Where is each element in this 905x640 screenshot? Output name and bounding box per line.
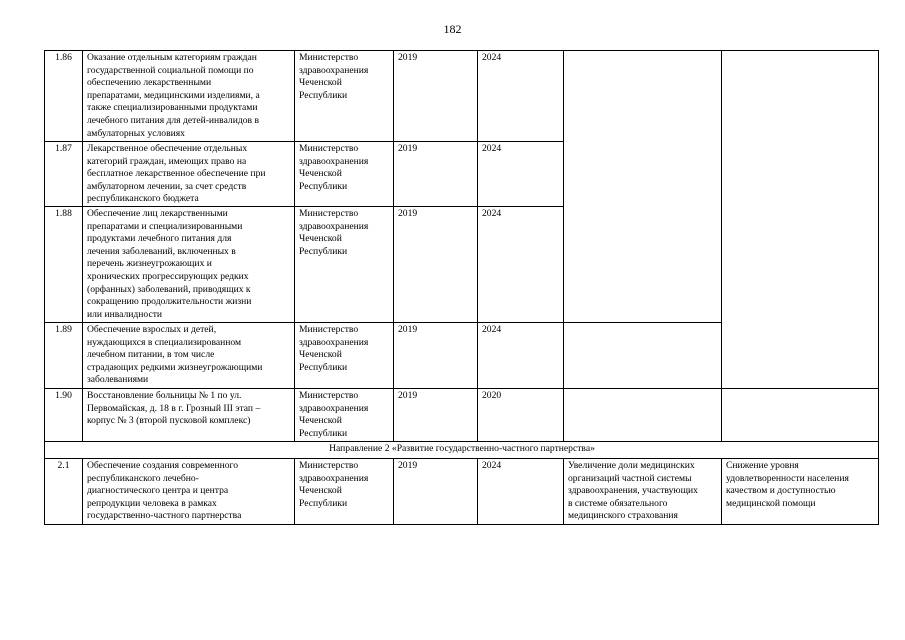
end-year: 2024	[478, 142, 564, 207]
executor-cell: Министерство здравоохранения Чеченской Республики	[295, 142, 394, 207]
end-year: 2024	[478, 51, 564, 142]
start-year: 2019	[394, 323, 478, 389]
start-year: 2019	[394, 142, 478, 207]
executor-cell: Министерство здравоохранения Чеченской Республики	[295, 207, 394, 323]
table-row	[45, 51, 879, 142]
row-number: 1.88	[45, 207, 83, 323]
measure-text: Обеспечение создания современного республиканского лечебно- диагностического центра и центра репродукции человека в рамках государственно-частного партнерства	[83, 459, 295, 525]
measure-text: Обеспечение взрослых и детей, нуждающихся в специализированном лечебном питании, в том числе страдающих редкими жизнеугрожающими заболеваниями	[83, 323, 295, 389]
end-year: 2020	[478, 389, 564, 442]
measure-text: Восстановление больницы № 1 по ул. Первомайская, д. 18 в г. Грозный III этап – корпус № 3 (второй пусковой комплекс)	[83, 389, 295, 442]
start-year: 2019	[394, 459, 478, 525]
executor-cell: Министерство здравоохранения Чеченской Республики	[295, 51, 394, 142]
result-cell	[722, 389, 879, 442]
row-number: 1.90	[45, 389, 83, 442]
result-cell	[722, 51, 879, 389]
table-row	[45, 459, 879, 525]
indicator-cell	[564, 323, 722, 389]
measure-text: Оказание отдельным категориям граждан государственной социальной помощи по обеспечению лекарственными препаратами, медицинскими изделиями, а также специализированными продуктами лечебного питания для детей-инвалидов в амбулаторных условиях	[83, 51, 295, 142]
executor-cell: Министерство здравоохранения Чеченской Республики	[295, 323, 394, 389]
measure-text: Лекарственное обеспечение отдельных категорий граждан, имеющих право на бесплатное лекарственное обеспечение при амбулаторном лечении, за счет средств республиканского бюджета	[83, 142, 295, 207]
executor-cell: Министерство здравоохранения Чеченской Республики	[295, 459, 394, 525]
table-row	[45, 389, 879, 442]
end-year: 2024	[478, 323, 564, 389]
row-number: 1.89	[45, 323, 83, 389]
measures-table	[44, 50, 879, 525]
row-number: 2.1	[45, 459, 83, 525]
row-number: 1.86	[45, 51, 83, 142]
end-year: 2024	[478, 207, 564, 323]
row-number: 1.87	[45, 142, 83, 207]
end-year: 2024	[478, 459, 564, 525]
start-year: 2019	[394, 51, 478, 142]
page-number: 182	[443, 22, 462, 36]
result-cell: Снижение уровня удовлетворенности населения качеством и доступностью медицинской помощи	[722, 459, 879, 525]
section-row	[45, 442, 879, 459]
indicator-cell	[564, 389, 722, 442]
start-year: 2019	[394, 389, 478, 442]
start-year: 2019	[394, 207, 478, 323]
measure-text: Обеспечение лиц лекарственными препаратами и специализированными продуктами лечебного питания для лечения заболеваний, включенных в перечень жизнеугрожающих и хронических прогрессирующих редких (орфанных) заболеваний, приводящих к сокращению продолжительности жизни или инвалидности	[83, 207, 295, 323]
indicator-cell	[564, 51, 722, 323]
section-title: Направление 2 «Развитие государственно-частного партнерства»	[45, 442, 879, 459]
indicator-cell: Увеличение доли медицинских организаций частной системы здравоохранения, участвующих в системе обязательного медицинского страхования	[564, 459, 722, 525]
executor-cell: Министерство здравоохранения Чеченской Республики	[295, 389, 394, 442]
